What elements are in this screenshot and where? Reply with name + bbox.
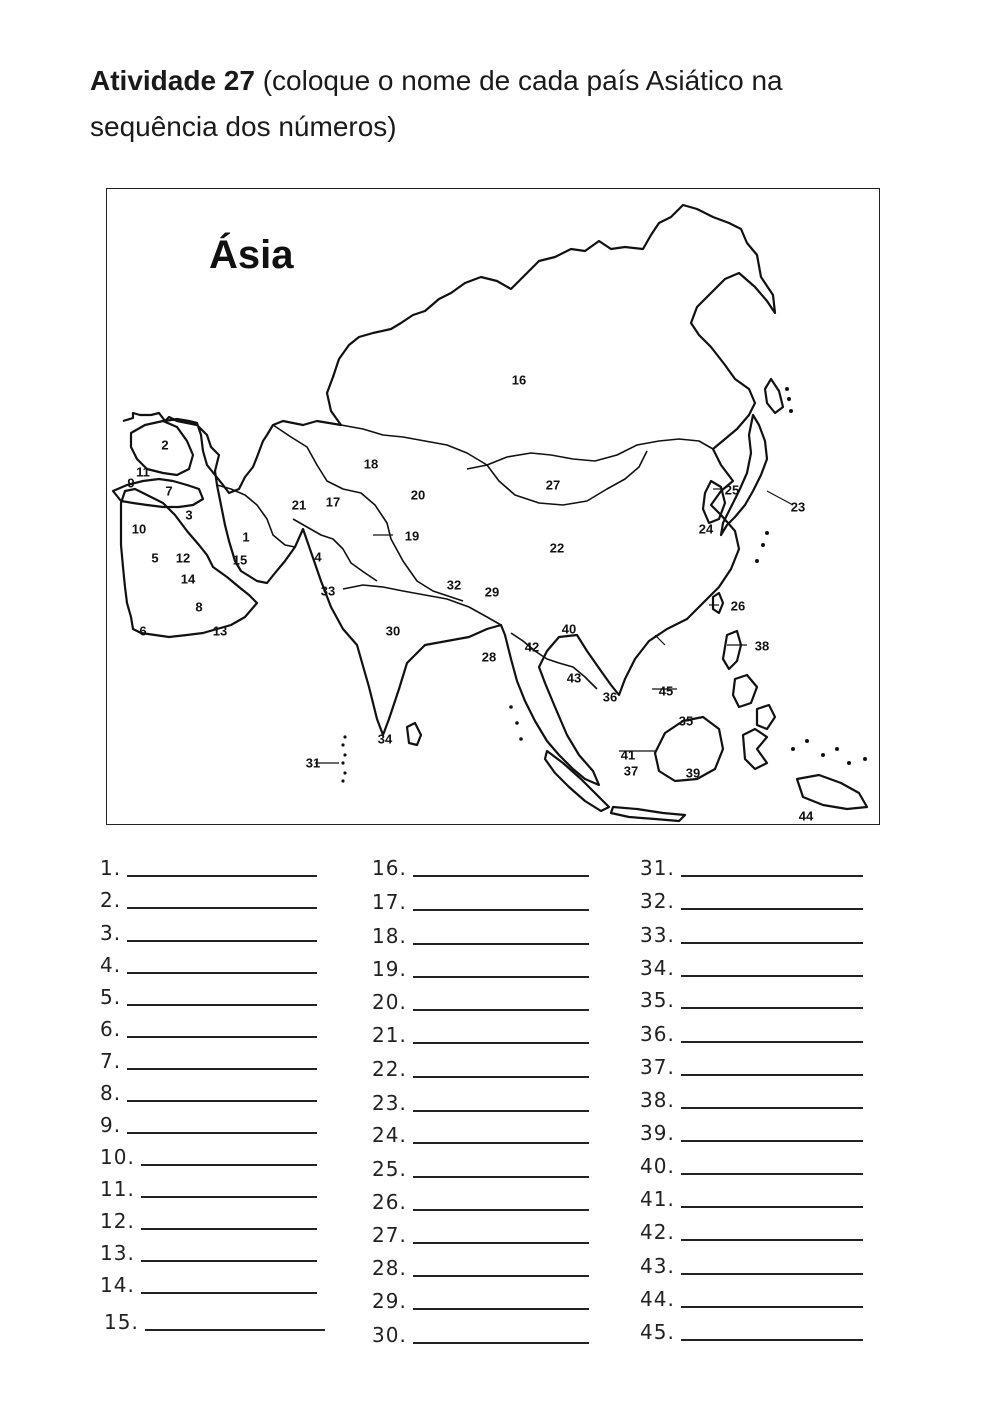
answer-blank-34[interactable] — [640, 956, 863, 980]
answer-number: 8. — [100, 1081, 122, 1105]
answer-blank-15[interactable] — [104, 1310, 325, 1334]
answer-number: 10. — [100, 1145, 135, 1169]
map-number-16: 16 — [511, 372, 527, 388]
answer-blank-18[interactable] — [372, 924, 589, 948]
map-number-13: 13 — [212, 623, 228, 639]
map-number-45: 45 — [658, 683, 674, 699]
answer-blank-6[interactable] — [100, 1017, 317, 1041]
answer-number: 20. — [372, 990, 407, 1014]
answer-blank-31[interactable] — [640, 856, 863, 880]
india-border — [343, 585, 501, 625]
answer-number: 31. — [640, 856, 675, 880]
answer-blank-4[interactable] — [100, 953, 317, 977]
answer-number: 42. — [640, 1220, 675, 1244]
answer-number: 11. — [100, 1177, 135, 1201]
answer-number: 29. — [372, 1289, 407, 1313]
answer-number: 6. — [100, 1017, 122, 1041]
activity-description: (coloque o nome de cada país Asiático na sequência dos números) — [90, 65, 783, 142]
answer-number: 4. — [100, 953, 122, 977]
answer-blank-5[interactable] — [100, 985, 317, 1009]
answer-number: 24. — [372, 1123, 407, 1147]
answer-number: 13. — [100, 1241, 135, 1265]
map-title: Ásia — [209, 233, 294, 277]
answer-blank-8[interactable] — [100, 1081, 317, 1105]
map-number-4: 4 — [314, 549, 322, 565]
answer-blank-11[interactable] — [100, 1177, 317, 1201]
answer-number: 21. — [372, 1023, 407, 1047]
answer-blank-41[interactable] — [640, 1187, 863, 1211]
map-number-3: 3 — [185, 507, 193, 523]
answer-number: 16. — [372, 856, 407, 880]
answer-number: 26. — [372, 1190, 407, 1214]
map-number-14: 14 — [180, 571, 196, 587]
answer-blank-43[interactable] — [640, 1254, 863, 1278]
map-number-34: 34 — [377, 731, 393, 747]
map-number-10: 10 — [131, 521, 147, 537]
answer-number: 7. — [100, 1049, 122, 1073]
answer-blank-36[interactable] — [640, 1022, 863, 1046]
activity-instructions — [90, 58, 890, 150]
answer-blank-20[interactable] — [372, 990, 589, 1014]
map-number-9: 9 — [127, 475, 135, 491]
map-number-8: 8 — [195, 599, 203, 615]
map-number-12: 12 — [175, 550, 191, 566]
map-number-22: 22 — [549, 540, 565, 556]
answer-number: 18. — [372, 924, 407, 948]
answer-number: 37. — [640, 1055, 675, 1079]
answer-blank-12[interactable] — [100, 1209, 317, 1233]
map-number-5: 5 — [151, 550, 159, 566]
map-number-37: 37 — [623, 763, 639, 779]
answer-number: 38. — [640, 1088, 675, 1112]
map-number-11: 11 — [136, 464, 150, 480]
map-number-24: 24 — [698, 521, 714, 537]
answer-blank-25[interactable] — [372, 1157, 589, 1181]
asia-map — [106, 188, 880, 825]
answer-blank-16[interactable] — [372, 856, 589, 880]
answer-number: 25. — [372, 1157, 407, 1181]
answer-number: 45. — [640, 1320, 675, 1344]
answer-number: 36. — [640, 1022, 675, 1046]
answer-blank-13[interactable] — [100, 1241, 317, 1265]
new-guinea — [797, 775, 867, 809]
answer-number: 9. — [100, 1113, 122, 1137]
answer-blank-1[interactable] — [100, 856, 317, 880]
map-number-38: 38 — [754, 638, 770, 654]
map-number-2: 2 — [161, 437, 169, 453]
answer-blank-24[interactable] — [372, 1123, 589, 1147]
answer-number: 41. — [640, 1187, 675, 1211]
answer-blank-40[interactable] — [640, 1154, 863, 1178]
map-number-32: 32 — [446, 577, 462, 593]
taiwan — [713, 593, 723, 613]
hokkaido — [765, 379, 783, 413]
answer-blank-10[interactable] — [100, 1145, 317, 1169]
map-number-23: 23 — [790, 499, 806, 515]
answer-blank-23[interactable] — [372, 1091, 589, 1115]
answer-number: 15. — [104, 1310, 139, 1334]
answer-number: 27. — [372, 1223, 407, 1247]
answer-blank-27[interactable] — [372, 1223, 589, 1247]
map-number-42: 42 — [524, 639, 540, 655]
answer-number: 35. — [640, 988, 675, 1012]
answer-blank-21[interactable] — [372, 1023, 589, 1047]
answer-number: 34. — [640, 956, 675, 980]
answer-blank-32[interactable] — [640, 889, 863, 913]
answer-blank-35[interactable] — [640, 988, 863, 1012]
answer-blank-30[interactable] — [372, 1323, 589, 1347]
java — [611, 807, 685, 821]
map-number-44: 44 — [798, 808, 814, 824]
answer-blank-42[interactable] — [640, 1220, 863, 1244]
answer-number: 40. — [640, 1154, 675, 1178]
map-number-20: 20 — [410, 487, 426, 503]
answer-blank-45[interactable] — [640, 1320, 863, 1344]
sulawesi — [743, 729, 767, 769]
map-number-36: 36 — [602, 689, 618, 705]
answer-blank-22[interactable] — [372, 1057, 589, 1081]
map-number-7: 7 — [165, 483, 173, 499]
map-number-27: 27 — [545, 477, 561, 493]
afghanistan-border — [293, 519, 377, 581]
map-number-41: 41 — [620, 747, 636, 763]
answer-blank-2[interactable] — [100, 888, 317, 912]
answer-blank-28[interactable] — [372, 1256, 589, 1280]
answer-number: 39. — [640, 1121, 675, 1145]
map-number-17: 17 — [325, 494, 341, 510]
answer-blank-14[interactable] — [100, 1273, 317, 1297]
islands — [341, 387, 867, 783]
asia-map-outline — [107, 189, 881, 826]
map-number-43: 43 — [566, 670, 582, 686]
map-number-19: 19 — [404, 528, 420, 544]
map-number-31: 31 — [305, 755, 321, 771]
map-number-25: 25 — [724, 482, 740, 498]
map-number-28: 28 — [481, 649, 497, 665]
map-number-21: 21 — [291, 497, 307, 513]
answer-number: 28. — [372, 1256, 407, 1280]
sri-lanka — [407, 723, 421, 745]
answer-blank-17[interactable] — [372, 890, 589, 914]
answer-blank-7[interactable] — [100, 1049, 317, 1073]
answer-number: 43. — [640, 1254, 675, 1278]
map-number-33: 33 — [320, 583, 336, 599]
answer-blank-38[interactable] — [640, 1088, 863, 1112]
answer-blank-44[interactable] — [640, 1287, 863, 1311]
map-number-35: 35 — [678, 713, 694, 729]
answer-number: 14. — [100, 1273, 135, 1297]
answer-number: 19. — [372, 957, 407, 981]
activity-title: Atividade 27 — [90, 65, 255, 96]
answer-blank-29[interactable] — [372, 1289, 589, 1313]
answer-number: 2. — [100, 888, 122, 912]
answer-number: 12. — [100, 1209, 135, 1233]
answer-number: 32. — [640, 889, 675, 913]
map-number-29: 29 — [484, 584, 500, 600]
sumatra — [545, 751, 609, 811]
mongolia-border — [487, 451, 647, 505]
map-number-15: 15 — [232, 552, 248, 568]
mainland-coast — [123, 205, 775, 785]
map-number-6: 6 — [139, 623, 147, 639]
map-number-1: 1 — [242, 529, 250, 545]
answer-number: 44. — [640, 1287, 675, 1311]
map-number-40: 40 — [561, 621, 577, 637]
answer-number: 23. — [372, 1091, 407, 1115]
map-number-39: 39 — [685, 765, 701, 781]
answer-blank-9[interactable] — [100, 1113, 317, 1137]
answer-blank-33[interactable] — [640, 923, 863, 947]
answer-number: 30. — [372, 1323, 407, 1347]
answer-number: 33. — [640, 923, 675, 947]
answer-number: 3. — [100, 921, 122, 945]
map-number-30: 30 — [385, 623, 401, 639]
map-number-18: 18 — [363, 456, 379, 472]
answer-number: 1. — [100, 856, 122, 880]
answer-number: 22. — [372, 1057, 407, 1081]
answer-number: 5. — [100, 985, 122, 1009]
answer-number: 17. — [372, 890, 407, 914]
answer-blank-19[interactable] — [372, 957, 589, 981]
answer-blank-26[interactable] — [372, 1190, 589, 1214]
answer-blank-37[interactable] — [640, 1055, 863, 1079]
map-number-26: 26 — [730, 598, 746, 614]
answer-blank-39[interactable] — [640, 1121, 863, 1145]
china-border — [467, 439, 713, 469]
answer-blank-3[interactable] — [100, 921, 317, 945]
